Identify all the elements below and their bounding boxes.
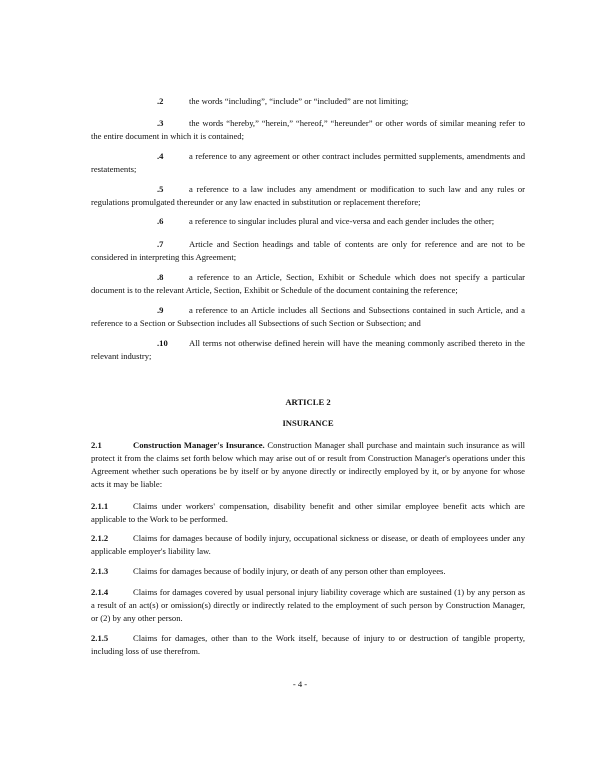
- article-title: ARTICLE 2: [285, 397, 331, 407]
- section-number: 2.1.5: [91, 633, 109, 643]
- definition-number: .9: [157, 305, 164, 315]
- definition-text: the words “hereby,” “herein,” “hereof,” “hereunder” or other words of similar meaning refer to the entire document in which it is contained;: [91, 118, 525, 141]
- definition-number: .10: [157, 338, 168, 348]
- definition-item: [91, 117, 525, 143]
- section-text: Claims for damages, other than to the Work itself, because of injury to or destruction of tangible property, including loss of use therefrom.: [91, 633, 525, 656]
- definition-text: a reference to singular includes plural and vice-versa and each gender includes the other;: [189, 216, 495, 226]
- page-number: - 4 -: [292, 679, 308, 689]
- section-2-1: [91, 439, 525, 491]
- definition-text: Article and Section headings and table of contents are only for reference and are not to be considered in interpreting this Agreement;: [91, 239, 525, 262]
- definition-number: .4: [157, 151, 164, 161]
- definition-item: [91, 304, 525, 330]
- definition-number: .3: [157, 118, 164, 128]
- definition-number: .5: [157, 184, 164, 194]
- section-text: Claims for damages because of bodily injury, or death of any person other than employees.: [133, 566, 446, 576]
- definition-text: the words “including”, “include” or “included” are not limiting;: [189, 96, 409, 106]
- definition-number: .8: [157, 272, 164, 282]
- definition-item: [91, 238, 525, 264]
- definition-number: .7: [157, 239, 164, 249]
- article-subtitle: INSURANCE: [282, 418, 334, 428]
- section-number: 2.1.3: [91, 566, 109, 576]
- definition-number: .6: [157, 216, 164, 226]
- definition-number: .2: [157, 96, 164, 106]
- section-number: 2.1.1: [91, 501, 109, 511]
- definition-text: a reference to a law includes any amendment or modification to such law and any rules or regulations promulgated thereunder or any law enacted in substitution or replacement therefore;: [91, 184, 525, 207]
- definition-item: [91, 215, 525, 228]
- section-text: Construction Manager shall purchase and maintain such insurance as will protect it from the claims set forth below which may arise out of or result from Construction Manager's operations under this Agreement whether such operations be by itself or by anyone directly or indirectly employed by it, or by anyone for whose acts it may be liable:: [91, 440, 525, 489]
- section-text: Claims for damages covered by usual personal injury liability coverage which are sustained (1) by any person as a result of an act(s) or omission(s) directly or indirectly related to the employment of such person by Construction Manager, or (2) by any other person.: [91, 587, 525, 623]
- section-title: Construction Manager's Insurance.: [133, 440, 265, 450]
- section-2-1-1: [91, 500, 525, 526]
- definition-item: [91, 337, 525, 363]
- section-number: 2.1: [91, 440, 102, 450]
- section-2-1-4: [91, 586, 525, 625]
- definition-text: a reference to an Article, Section, Exhibit or Schedule which does not specify a particular document is to the relevant Article, Section, Exhibit or Schedule of the document containing the reference;: [91, 272, 525, 295]
- section-2-1-5: [91, 632, 525, 658]
- definition-item: [91, 95, 525, 108]
- section-text: Claims under workers' compensation, disability benefit and other similar employee benefit acts which are applicable to the Work to be performed.: [91, 501, 525, 524]
- section-number: 2.1.2: [91, 533, 109, 543]
- definition-item: [91, 271, 525, 297]
- definition-item: [91, 183, 525, 209]
- definition-text: a reference to an Article includes all Sections and Subsections contained in such Article, and a reference to a Section or Subsection includes all Subsections of such Section or Subsection; and: [91, 305, 525, 328]
- definition-text: a reference to any agreement or other contract includes permitted supplements, amendments and restatements;: [91, 151, 525, 174]
- section-number: 2.1.4: [91, 587, 109, 597]
- definition-text: All terms not otherwise defined herein will have the meaning commonly ascribed thereto in the relevant industry;: [91, 338, 525, 361]
- section-text: Claims for damages because of bodily injury, occupational sickness or disease, or death of employees under any applicable employer's liability law.: [91, 533, 525, 556]
- section-2-1-2: [91, 532, 525, 558]
- definition-item: [91, 150, 525, 176]
- section-2-1-3: [91, 565, 525, 578]
